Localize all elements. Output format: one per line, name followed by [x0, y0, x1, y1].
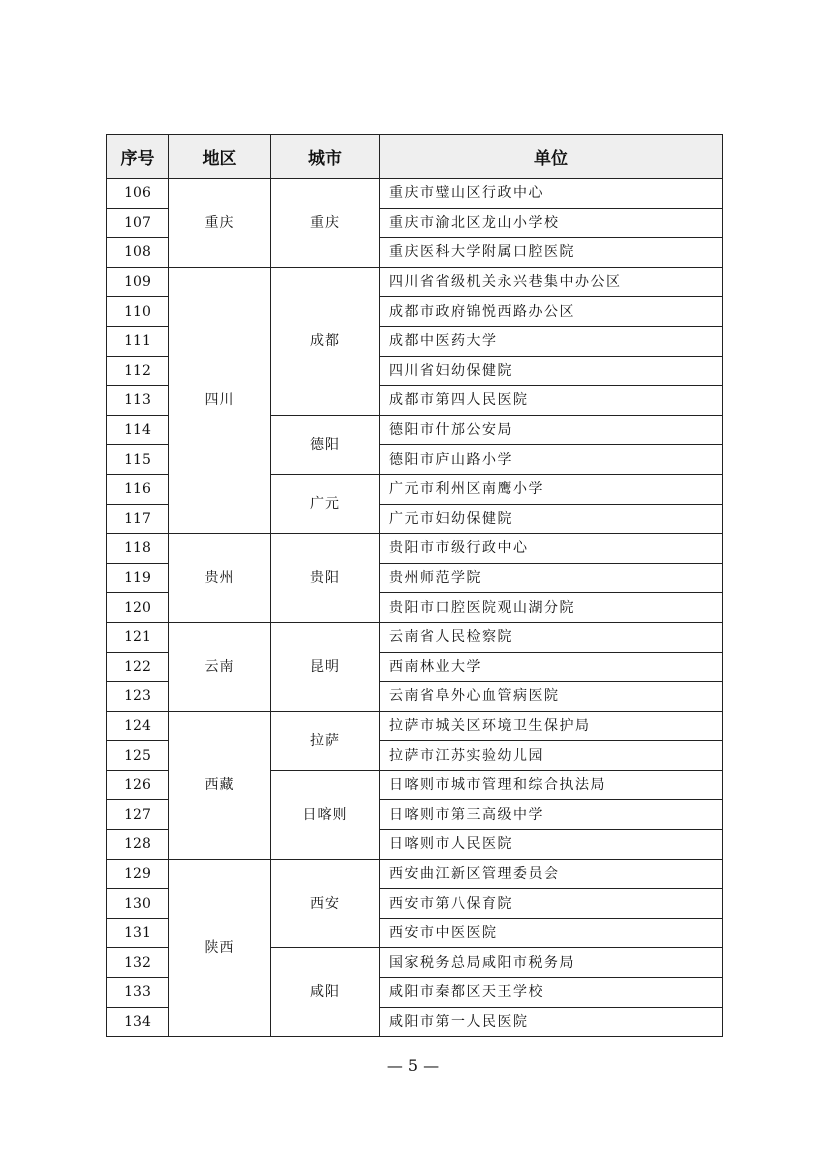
unit-name: 西南林业大学	[380, 652, 723, 682]
unit-name: 重庆市璧山区行政中心	[380, 179, 723, 209]
city-cell: 昆明	[271, 622, 380, 711]
row-number: 108	[107, 238, 169, 268]
unit-name: 云南省阜外心血管病医院	[380, 682, 723, 712]
city-cell: 拉萨	[271, 711, 380, 770]
table-row	[107, 267, 723, 297]
city-cell: 成都	[271, 267, 380, 415]
row-number: 130	[107, 889, 169, 919]
row-number: 132	[107, 948, 169, 978]
city-cell: 咸阳	[271, 948, 380, 1037]
city-cell: 德阳	[271, 415, 380, 474]
unit-name: 成都市第四人民医院	[380, 386, 723, 416]
row-number: 122	[107, 652, 169, 682]
city-cell: 重庆	[271, 179, 380, 268]
header-region: 地区	[169, 135, 271, 179]
row-number: 127	[107, 800, 169, 830]
unit-name: 贵阳市市级行政中心	[380, 534, 723, 564]
unit-name: 广元市妇幼保健院	[380, 504, 723, 534]
row-number: 118	[107, 534, 169, 564]
unit-name: 四川省省级机关永兴巷集中办公区	[380, 267, 723, 297]
row-number: 110	[107, 297, 169, 327]
unit-table-container	[106, 134, 722, 1037]
row-number: 119	[107, 563, 169, 593]
header-seq: 序号	[107, 135, 169, 179]
row-number: 129	[107, 859, 169, 889]
unit-table	[106, 134, 723, 1037]
unit-name: 日喀则市人民医院	[380, 830, 723, 860]
row-number: 120	[107, 593, 169, 623]
row-number: 126	[107, 770, 169, 800]
unit-name: 贵州师范学院	[380, 563, 723, 593]
unit-name: 拉萨市江苏实验幼儿园	[380, 741, 723, 771]
unit-name: 成都市政府锦悦西路办公区	[380, 297, 723, 327]
region-cell: 四川	[169, 267, 271, 533]
table-row	[107, 179, 723, 209]
row-number: 111	[107, 326, 169, 356]
city-cell: 广元	[271, 474, 380, 533]
unit-name: 成都中医药大学	[380, 326, 723, 356]
unit-name: 德阳市庐山路小学	[380, 445, 723, 475]
unit-name: 云南省人民检察院	[380, 622, 723, 652]
unit-name: 重庆市渝北区龙山小学校	[380, 208, 723, 238]
unit-name: 国家税务总局咸阳市税务局	[380, 948, 723, 978]
header-row	[107, 135, 723, 179]
region-cell: 贵州	[169, 534, 271, 623]
row-number: 125	[107, 741, 169, 771]
unit-name: 拉萨市城关区环境卫生保护局	[380, 711, 723, 741]
region-cell: 西藏	[169, 711, 271, 859]
unit-name: 咸阳市第一人民医院	[380, 1007, 723, 1037]
table-row	[107, 534, 723, 564]
row-number: 121	[107, 622, 169, 652]
row-number: 112	[107, 356, 169, 386]
header-city: 城市	[271, 135, 380, 179]
table-row	[107, 859, 723, 889]
unit-name: 日喀则市第三高级中学	[380, 800, 723, 830]
region-cell: 云南	[169, 622, 271, 711]
city-cell: 贵阳	[271, 534, 380, 623]
row-number: 115	[107, 445, 169, 475]
region-cell: 陕西	[169, 859, 271, 1037]
unit-name: 德阳市什邡公安局	[380, 415, 723, 445]
unit-name: 西安市中医医院	[380, 918, 723, 948]
row-number: 117	[107, 504, 169, 534]
row-number: 124	[107, 711, 169, 741]
row-number: 133	[107, 978, 169, 1008]
table-row	[107, 711, 723, 741]
row-number: 113	[107, 386, 169, 416]
region-cell: 重庆	[169, 179, 271, 268]
table-body	[107, 179, 723, 1037]
row-number: 128	[107, 830, 169, 860]
row-number: 131	[107, 918, 169, 948]
row-number: 106	[107, 179, 169, 209]
unit-name: 咸阳市秦都区天王学校	[380, 978, 723, 1008]
table-row	[107, 622, 723, 652]
row-number: 134	[107, 1007, 169, 1037]
row-number: 116	[107, 474, 169, 504]
unit-name: 西安曲江新区管理委员会	[380, 859, 723, 889]
unit-name: 日喀则市城市管理和综合执法局	[380, 770, 723, 800]
header-unit: 单位	[380, 135, 723, 179]
table-header	[107, 135, 723, 179]
row-number: 109	[107, 267, 169, 297]
city-cell: 西安	[271, 859, 380, 948]
unit-name: 西安市第八保育院	[380, 889, 723, 919]
city-cell: 日喀则	[271, 770, 380, 859]
unit-name: 贵阳市口腔医院观山湖分院	[380, 593, 723, 623]
unit-name: 广元市利州区南鹰小学	[380, 474, 723, 504]
unit-name: 四川省妇幼保健院	[380, 356, 723, 386]
row-number: 107	[107, 208, 169, 238]
row-number: 114	[107, 415, 169, 445]
page-number: — 5 —	[386, 1056, 440, 1075]
unit-name: 重庆医科大学附属口腔医院	[380, 238, 723, 268]
row-number: 123	[107, 682, 169, 712]
